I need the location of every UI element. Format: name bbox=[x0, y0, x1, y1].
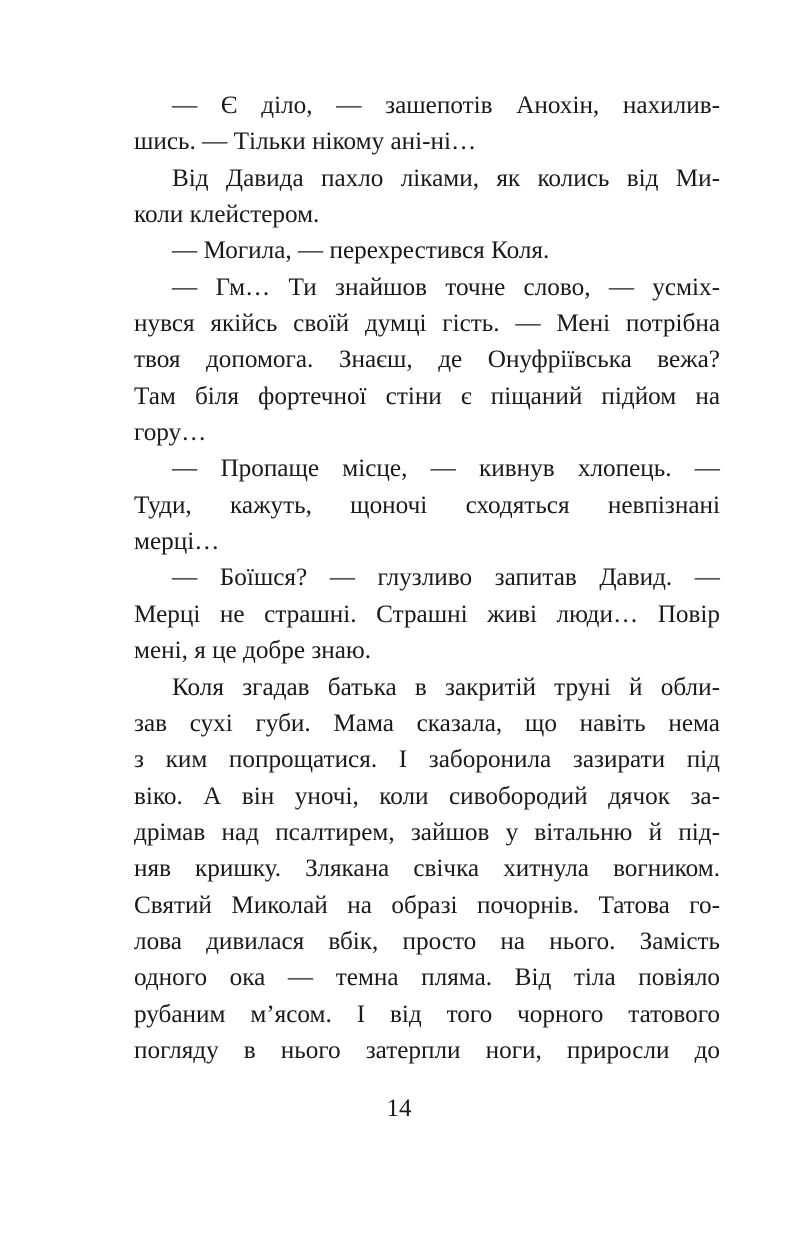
text-line: лова дивилася вбік, просто на нього. Замість bbox=[134, 927, 720, 955]
text-line: нувся якійсь своїй думці гість. — Мені потрібна bbox=[134, 310, 720, 338]
text-line: Мерці не страшні. Страшні живі люди… Повір bbox=[134, 600, 720, 628]
text-line: зав сухі губи. Мама сказала, що навіть нема bbox=[134, 709, 720, 737]
text-line: дрімав над псалтирем, зайшов у вітальню й під- bbox=[134, 818, 720, 846]
text-line: Коля згадав батька в закритій труні й обли- bbox=[172, 673, 720, 701]
page-body bbox=[134, 88, 720, 1069]
text-line: гору… bbox=[134, 419, 207, 447]
text-line: няв кришку. Злякана свічка хитнула вогником. bbox=[134, 855, 720, 883]
text-line: мерці… bbox=[134, 528, 220, 556]
text-line: — Гм… Ти знайшов точне слово, — усміх- bbox=[172, 273, 720, 301]
text-line: одного ока — темна пляма. Від тіла повіяло bbox=[134, 964, 720, 992]
text-line: твоя допомога. Знаєш, де Онуфріївська вежа? bbox=[134, 346, 720, 374]
text-line: шись. — Тільки нікому ані-ні… bbox=[134, 128, 477, 156]
text-line: погляду в нього затерпли ноги, приросли до bbox=[134, 1036, 720, 1064]
text-line: — Є діло, — зашепотів Анохін, нахилив- bbox=[172, 92, 720, 119]
text-line: Там біля фортечної стіни є піщаний підйом на bbox=[134, 382, 720, 410]
page-number: 14 bbox=[386, 1095, 412, 1122]
text-line: Святий Миколай на образі почорнів. Татова го- bbox=[134, 891, 720, 919]
text-line: з ким попрощатися. І заборонила зазирати під bbox=[134, 746, 720, 774]
text-line: віко. А він уночі, коли сивобородий дячок за- bbox=[134, 782, 720, 810]
text-line: Від Давида пахло ліками, як колись від Ми- bbox=[172, 164, 720, 192]
text-line: коли клейстером. bbox=[134, 201, 320, 229]
text-line: Туди, кажуть, щоночі сходяться невпізнані bbox=[134, 491, 720, 519]
text-line: — Боїшся? — глузливо запитав Давид. — bbox=[172, 564, 720, 592]
text-line: — Пропаще місце, — кивнув хлопець. — bbox=[172, 455, 720, 483]
text-line: рубаним м’ясом. І від того чорного татового bbox=[134, 1000, 720, 1028]
text-line: мені, я це добре знаю. bbox=[134, 637, 372, 665]
text-line: — Могила, — перехрестився Коля. bbox=[172, 237, 550, 265]
